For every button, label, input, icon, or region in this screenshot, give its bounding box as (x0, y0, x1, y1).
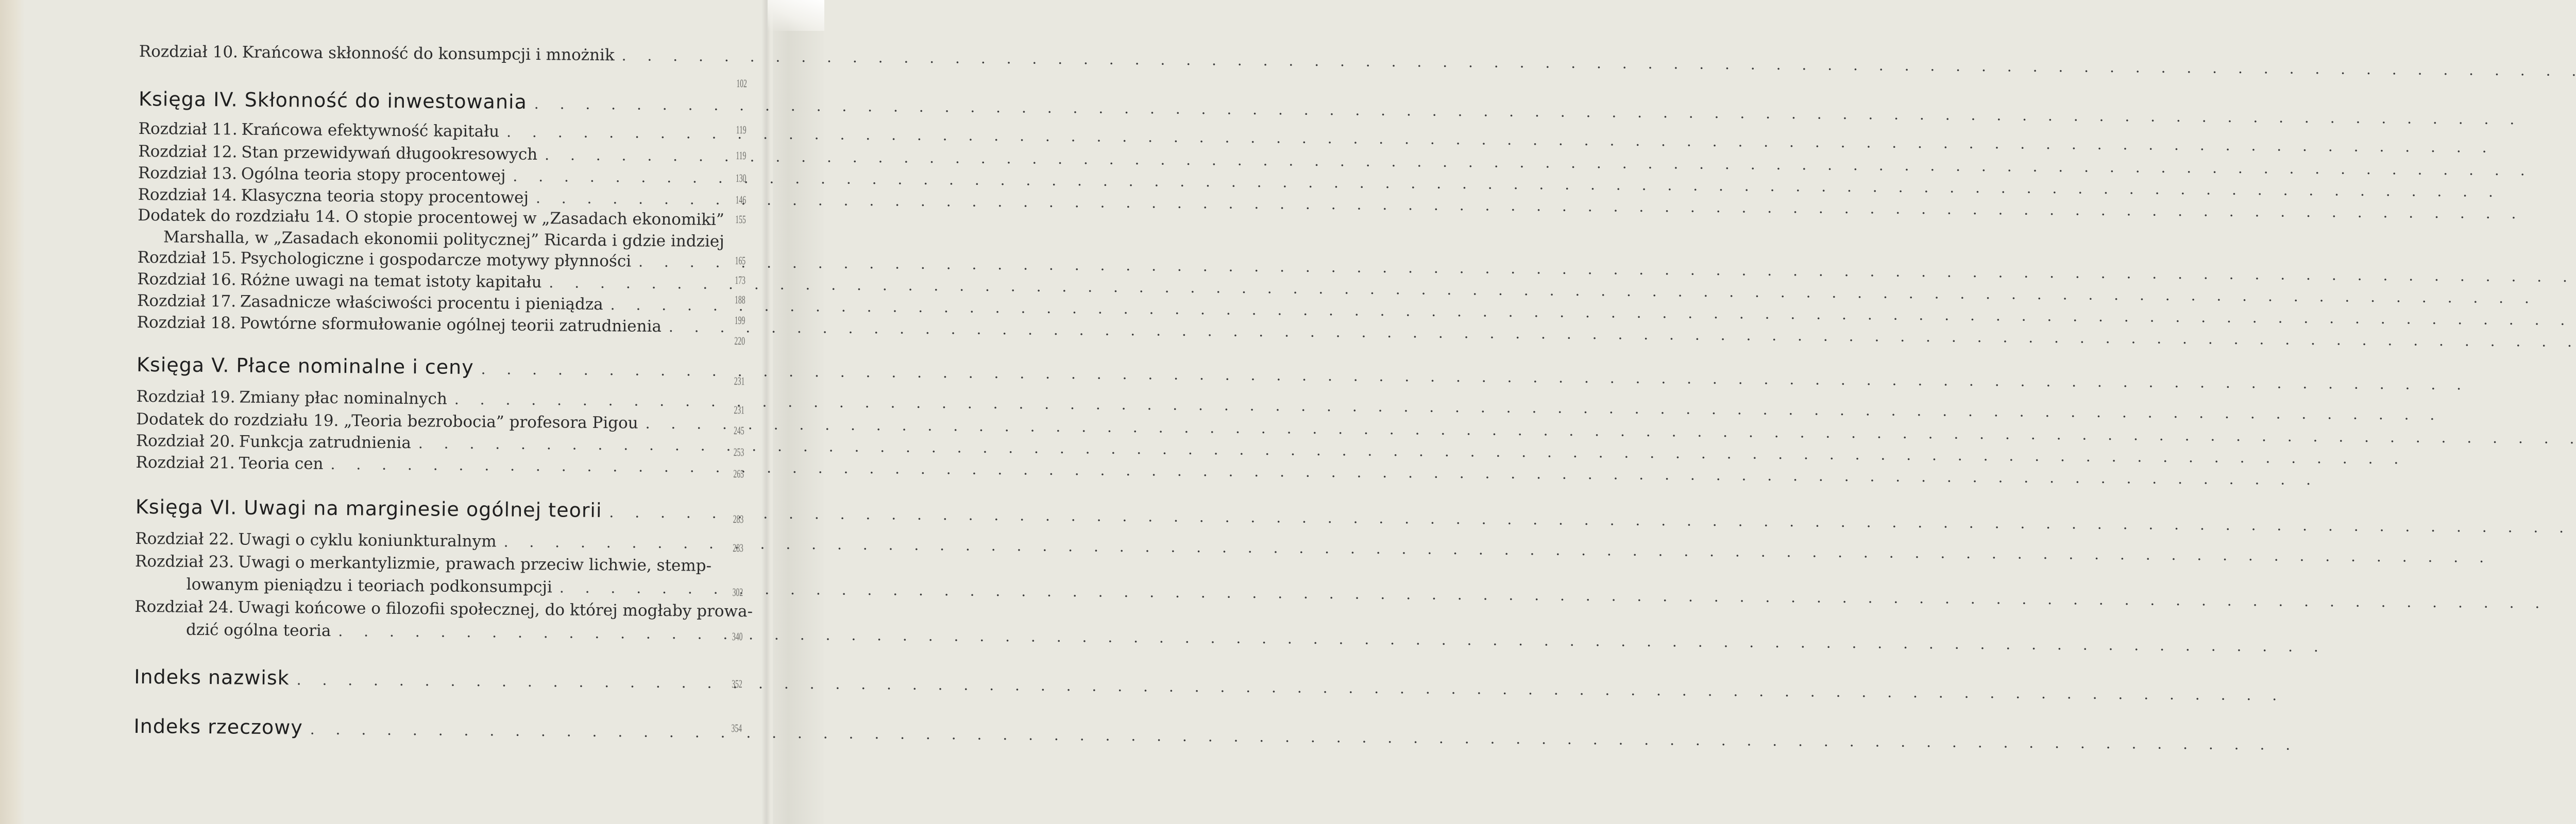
book-title: Księga IV. Skłonność do inwestowania (138, 87, 528, 113)
toc-entry-chapter-13 (138, 164, 761, 187)
chapter-title-line-1: Uwagi o merkantylizmie, prawach przeciw lichwie, stemp- (238, 553, 712, 575)
chapter-title: Ogólna teoria stopy procentowej (241, 164, 506, 185)
chapter-title: Różne uwagi na temat istoty kapitału (240, 270, 542, 292)
index-title: Indeks nazwisk (134, 665, 290, 690)
page-number: 354 (731, 722, 742, 735)
page-number: 253 (733, 445, 744, 459)
chapter-number: Rozdział 23. (134, 552, 234, 572)
toc-entry-chapter-22 (135, 529, 758, 553)
chapter-number: Rozdział 15. (137, 248, 236, 268)
chapter-title: Krańcowa efektywność kapitału (241, 120, 500, 141)
toc-entry-book-iv (139, 88, 762, 115)
leader-dots (310, 721, 2299, 753)
page-number: 102 (736, 77, 747, 90)
toc-entry-chapter-23 (135, 552, 758, 576)
toc-entry-chapter-16 (137, 270, 760, 294)
page-number: 302 (732, 586, 743, 599)
page-number: 119 (736, 149, 747, 162)
chapter-number: Rozdział 17. (137, 291, 236, 311)
chapter-number: Rozdział 24. (134, 597, 234, 617)
chapter-title: Zmiany płac nominalnych (239, 388, 448, 408)
appendix-title: Dodatek do rozdziału 19. „Teoria bezrobocia” profesora Pigou (136, 409, 638, 433)
toc-entry-chapter-23-continuation (187, 575, 758, 598)
chapter-number: Rozdział 14. (138, 185, 237, 205)
page-number: 340 (732, 630, 743, 643)
toc-entry-chapter-21 (135, 453, 759, 477)
chapter-title: Klasyczna teoria stopy procentowej (241, 186, 529, 207)
page-number: 199 (734, 314, 745, 327)
page-number: 283 (733, 512, 744, 526)
appendix-title-line-1: Dodatek do rozdziału 14. O stopie procentowej w „Zasadach ekonomiki” (138, 205, 724, 229)
leader-dots (622, 47, 2576, 79)
toc-entry-chapter-10 (139, 42, 762, 66)
toc-entry-chapter-11 (139, 119, 762, 143)
page-number: 231 (734, 403, 744, 417)
chapter-title: Stan przewidywań długookresowych (241, 143, 538, 164)
toc-entry-chapter-24-continuation (186, 621, 758, 644)
page-number-extra: 220 (734, 334, 745, 348)
chapter-number: Rozdział 12. (138, 142, 238, 162)
page-number: 119 (736, 123, 747, 136)
page-number: 231 (734, 374, 745, 388)
toc-entry-book-v (137, 353, 760, 381)
leader-dots (609, 504, 2576, 536)
chapter-title: Krańcowa skłonność do konsumpcji i mnożnik (242, 43, 615, 65)
page-number: 188 (735, 293, 745, 306)
chapter-title: Psychologiczne i gospodarcze motywy płynności (240, 249, 632, 271)
chapter-title-line-1: Uwagi końcowe o filozofii społecznej, do której mogłaby prowa- (238, 598, 753, 621)
page-number: 173 (735, 273, 745, 287)
page-number: 146 (735, 193, 747, 207)
toc-entry-book-vi (135, 495, 759, 523)
leader-dots (338, 623, 2327, 655)
chapter-number: Rozdział 16. (137, 269, 236, 289)
chapter-number: Rozdział 13. (138, 163, 238, 183)
toc-entry-index-subjects (133, 715, 757, 743)
page-number: 245 (734, 424, 744, 437)
page-number: 283 (733, 541, 743, 555)
page-number: 155 (735, 213, 746, 226)
page-number: 165 (735, 254, 746, 267)
toc-entry-chapter-24 (134, 597, 758, 621)
chapter-number: Rozdział 18. (137, 313, 236, 333)
toc-entry-chapter-12 (138, 142, 761, 166)
toc-entry-chapter-18 (137, 313, 760, 337)
chapter-title: Zasadnicze właściwości procentu i pieniądza (240, 292, 603, 314)
index-title: Indeks rzeczowy (133, 714, 303, 739)
toc-entry-chapter-15 (138, 248, 761, 272)
leader-dots (560, 579, 2548, 611)
corner-highlight (768, 0, 824, 31)
chapter-number: Rozdział 10. (139, 42, 239, 62)
page-number: 130 (735, 171, 747, 185)
gutter-shadow (761, 0, 771, 824)
chapter-number: Rozdział 19. (136, 387, 235, 407)
page-edge-left (0, 0, 25, 824)
toc-entry-appendix-19 (136, 410, 759, 434)
toc-entry-chapter-17 (137, 291, 760, 315)
chapter-number: Rozdział 21. (135, 453, 235, 473)
chapter-number: Rozdział 20. (135, 431, 235, 451)
page-number: 265 (733, 467, 744, 480)
book-title: Księga V. Płace nominalne i ceny (136, 353, 474, 379)
chapter-title-line-2: lowanym pieniądzu i teoriach podkonsumpcji (186, 575, 553, 597)
toc-entry-chapter-20 (136, 432, 759, 455)
appendix-title-line-2: Marshalla, w „Zasadach ekonomii politycznej” Ricarda i gdzie indziej (163, 228, 724, 251)
toc-entry-index-names (134, 665, 757, 693)
toc-entry-appendix-14-continuation (163, 228, 735, 251)
page-edge-right (773, 0, 824, 824)
chapter-title: Teoria cen (239, 454, 324, 473)
chapter-title: Uwagi o cyklu koniunkturalnym (238, 530, 497, 551)
toc-entry-chapter-14 (138, 185, 761, 209)
chapter-title: Powtórne sformułowanie ogólnej teorii zatrudnienia (240, 314, 662, 336)
chapter-number: Rozdział 11. (138, 119, 238, 139)
toc-entry-chapter-19 (136, 387, 759, 411)
leader-dots (297, 671, 2285, 703)
chapter-number: Rozdział 22. (135, 529, 234, 549)
book-title: Księga VI. Uwagi na marginesie ogólnej teorii (135, 495, 602, 522)
table-of-contents (133, 42, 770, 739)
toc-entry-appendix-14 (138, 206, 761, 230)
chapter-title: Funkcja zatrudnienia (239, 432, 412, 453)
chapter-title-line-2: dzić ogólna teoria (185, 620, 331, 640)
leader-dots (534, 95, 2523, 128)
page-number: 352 (732, 677, 742, 691)
